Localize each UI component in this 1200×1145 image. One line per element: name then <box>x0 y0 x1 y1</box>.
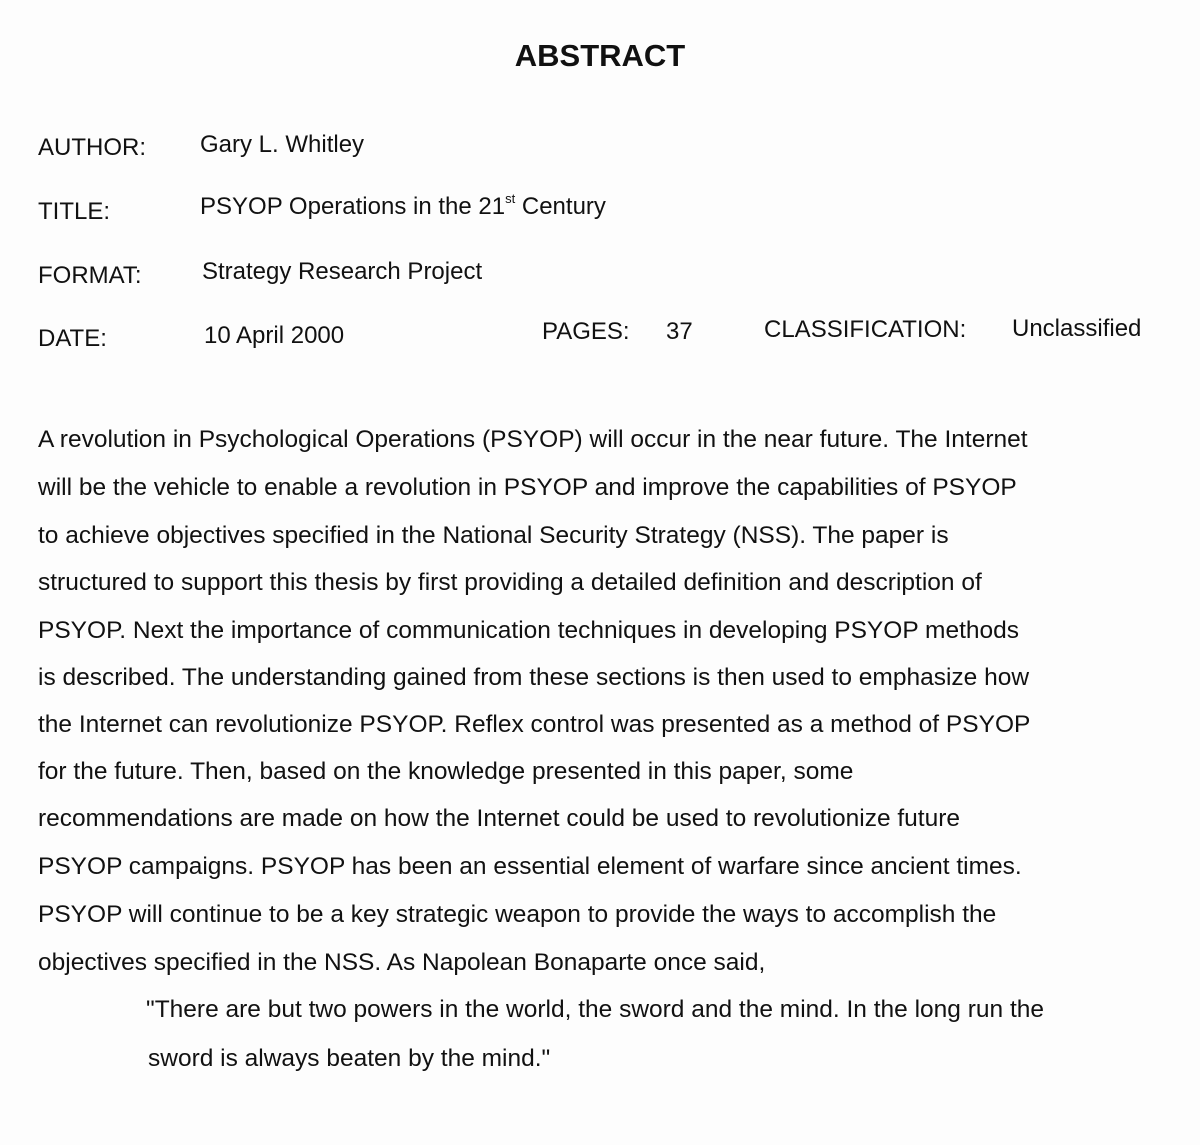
title-value <box>200 193 606 221</box>
date-value: 10 April 2000 <box>204 322 345 349</box>
body-line: for the future. Then, based on the knowledge presented in this paper, some <box>38 758 854 785</box>
quote-line: sword is always beaten by the mind." <box>148 1045 551 1072</box>
title-text: PSYOP Operations in the 21 <box>200 193 506 220</box>
title-superscript: st <box>505 191 516 206</box>
classification-label: CLASSIFICATION: <box>764 316 967 343</box>
body-line: recommendations are made on how the Internet could be used to revolutionize future <box>38 805 961 832</box>
author-value: Gary L. Whitley <box>200 131 365 158</box>
body-line: will be the vehicle to enable a revolution in PSYOP and improve the capabilities of PSYOP <box>38 474 1017 501</box>
quote-line: "There are but two powers in the world, the sword and the mind. In the long run the <box>146 996 1045 1023</box>
body-line: PSYOP campaigns. PSYOP has been an essential element of warfare since ancient times. <box>38 853 1022 880</box>
body-line: the Internet can revolutionize PSYOP. Reflex control was presented as a method of PSYOP <box>38 711 1031 738</box>
body-line: PSYOP will continue to be a key strategic weapon to provide the ways to accomplish the <box>38 901 997 928</box>
body-line: is described. The understanding gained from these sections is then used to emphasize how <box>38 664 1030 691</box>
title-label: TITLE: <box>38 198 111 225</box>
title-text-end: Century <box>515 193 606 220</box>
abstract-heading: ABSTRACT <box>514 38 686 73</box>
body-line: A revolution in Psychological Operations (PSYOP) will occur in the near future. The Internet <box>38 426 1028 453</box>
pages-label: PAGES: <box>542 318 630 345</box>
classification-value: Unclassified <box>1012 315 1142 342</box>
body-line: objectives specified in the NSS. As Napolean Bonaparte once said, <box>38 949 766 976</box>
body-line: structured to support this thesis by first providing a detailed definition and description of <box>38 569 982 596</box>
author-label: AUTHOR: <box>38 134 146 161</box>
body-line: to achieve objectives specified in the National Security Strategy (NSS). The paper is <box>38 522 949 549</box>
format-label: FORMAT: <box>38 262 142 289</box>
pages-value: 37 <box>666 318 693 345</box>
body-line: PSYOP. Next the importance of communication techniques in developing PSYOP methods <box>38 617 1020 644</box>
format-value: Strategy Research Project <box>202 258 483 285</box>
date-label: DATE: <box>38 325 107 352</box>
